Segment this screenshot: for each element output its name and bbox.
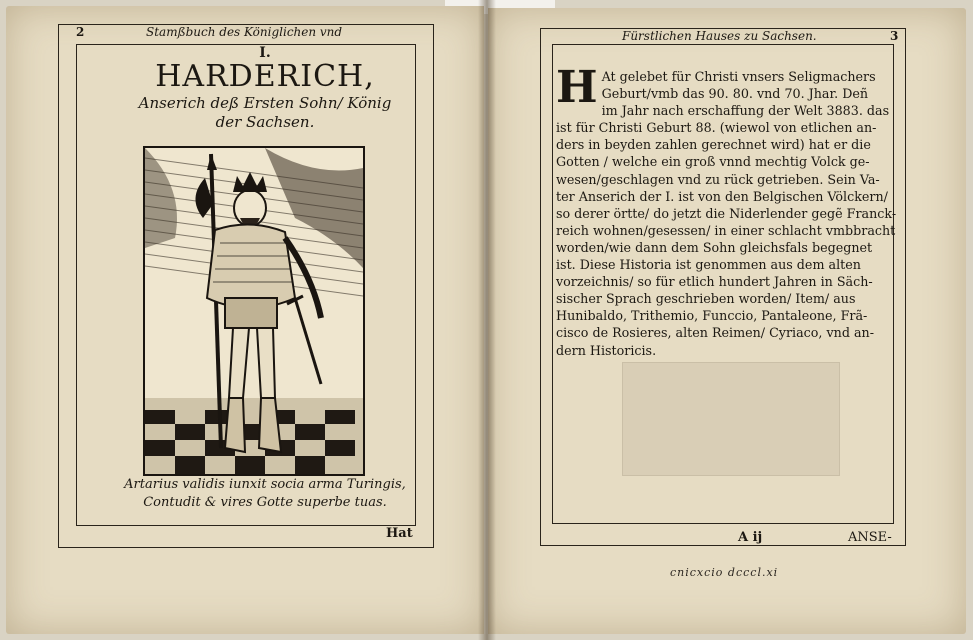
title-block [96, 46, 434, 132]
body-line: ter Anserich der I. ist von den Belgischen Völckern/ [556, 188, 888, 204]
title-ordinal: I. [259, 45, 271, 61]
left-catchword: Hat [386, 526, 413, 541]
title-subtitle-line1: Anserich deß Ersten Sohn/ König [138, 94, 392, 112]
body-line: dern Historicis. [556, 342, 657, 358]
drop-cap: H [556, 62, 598, 113]
body-line: cisco de Rosieres, alten Reimen/ Cyriaco, vnd an- [556, 325, 874, 341]
woodcut-caption [100, 476, 430, 512]
right-running-head: Fürstlichen Hauses zu Sachsen. [622, 29, 817, 43]
book-gutter [478, 0, 496, 640]
body-line: Geburt/vmb das 90. 80. vnd 70. Jhar. Deñ [601, 86, 869, 102]
right-page-number: 3 [890, 29, 899, 43]
body-line: ist. Diese Historia ist genommen aus dem alten [556, 257, 861, 273]
body-lines [556, 62, 904, 359]
woodcut-king-figure-icon [143, 146, 365, 476]
signature-mark: A ij [738, 530, 763, 545]
body-line: Hunibaldo, Trithemio, Funccio, Pantaleone, Frã- [556, 308, 868, 324]
body-line: sischer Sprach geschrieben worden/ Item/ aus [556, 291, 856, 307]
body-line: worden/wie dann dem Sohn gleichsfals begegnet [556, 239, 873, 255]
left-running-head: Stamßbuch des Königlichen vnd [146, 25, 343, 39]
body-line: reich wohnen/gesessen/ in einer schlacht vmbbracht [556, 222, 896, 238]
body-line: vorzeichnis/ so für etlich hundert Jahren in Säch- [556, 274, 873, 290]
title-subtitle-line2: der Sachsen. [215, 113, 315, 131]
body-line: Gotten / welche ein groß vnnd mechtig Volck ge- [556, 154, 870, 170]
caption-line2: Contudit & vires Gotte superbe tuas. [143, 495, 387, 510]
caption-line1: Artarius validis iunxit socia arma Turingis, [124, 477, 406, 492]
body-line: ders in beyden zahlen gerechnet wird) hat er die [556, 137, 871, 153]
handwritten-note: cnicxcio dcccl.xi [670, 566, 779, 579]
body-line: im Jahr nach erschaffung der Welt 3883. das [601, 103, 890, 119]
left-page-number: 2 [76, 25, 85, 39]
body-text [556, 62, 904, 359]
right-catchword: ANSE- [848, 530, 892, 545]
body-line: ist für Christi Geburt 88. (wiewol von etlichen an- [556, 120, 877, 136]
title-name: HARDERICH, [155, 59, 375, 94]
body-line: wesen/geschlagen vnd zu rück getrieben. Sein Va- [556, 171, 880, 187]
body-line: At gelebet für Christi vnsers Seligmachers [601, 69, 876, 84]
body-line: so derer örtte/ do jetzt die Niderlender gegẽ Franck- [556, 205, 897, 221]
